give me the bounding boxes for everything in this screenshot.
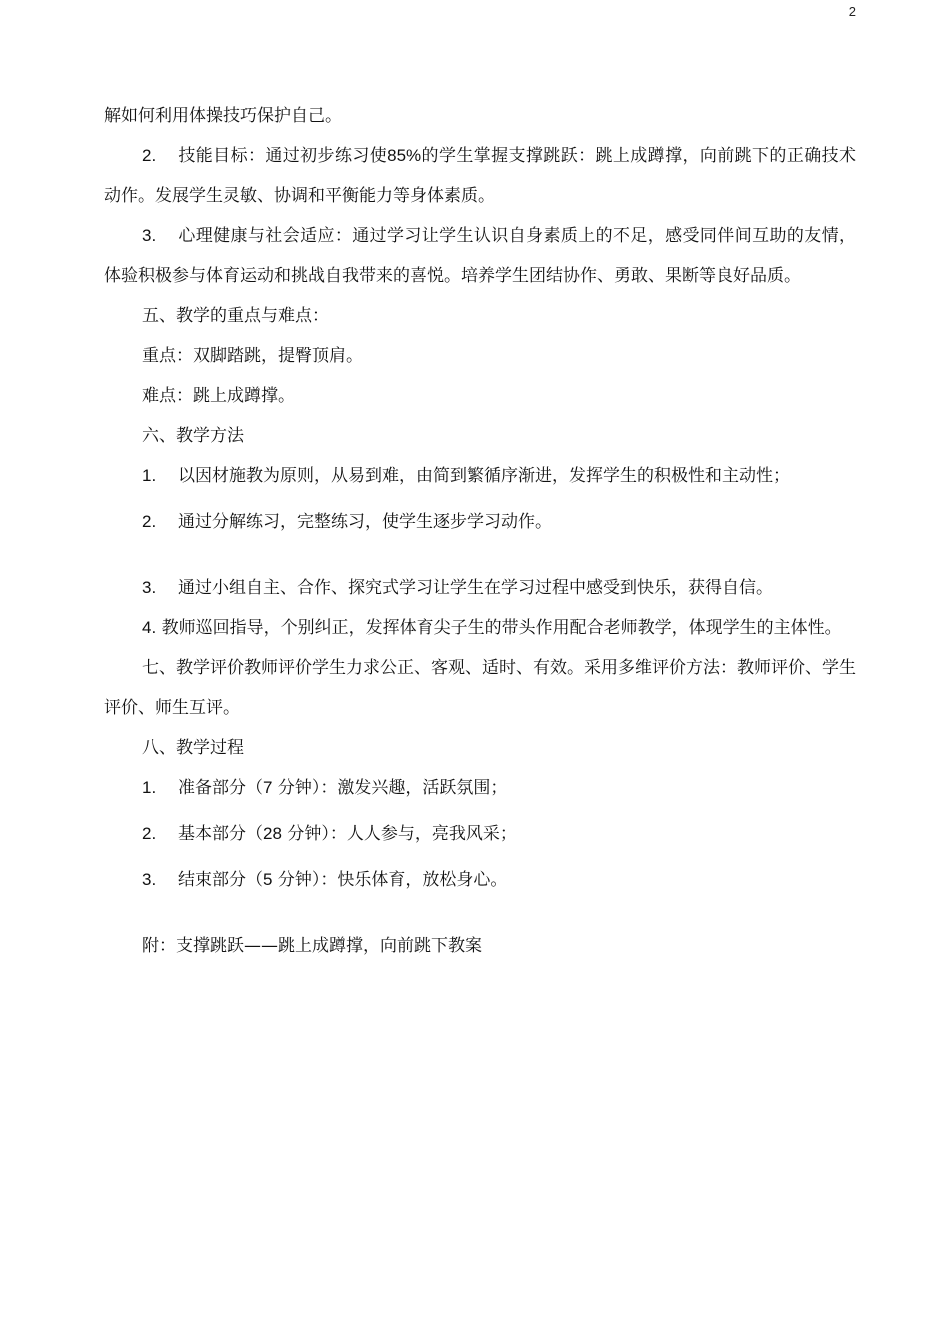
minutes-value: 7 [263,778,273,797]
list-number: 2. [142,824,157,843]
paragraph-continuation: 解如何利用体操技巧保护自己。 [104,106,342,126]
text-run: 技能目标：通过初步练习使 [178,146,388,166]
list-number: 2. [142,146,157,165]
minutes-value: 5 [263,870,273,889]
list-number: 3. [142,870,157,889]
section-heading-8: 八、教学过程 [142,738,244,758]
text-run: 准备部分（ [178,778,263,798]
process-step-2 [104,814,856,854]
process-step-1 [104,768,856,808]
list-number: 3. [142,226,157,245]
percent-value: 85% [387,146,422,165]
text-run: 分钟）：人人参与，亮我风采； [287,824,517,844]
text-run: 结束部分（ [178,870,263,890]
process-step-3 [104,860,856,900]
list-number: 4. [142,618,157,637]
list-number: 1. [142,466,157,485]
text-run: 心理健康与社会适应：通过学习让学生认识自身素质上的不足，感受同伴间互助的友情，体验积极参与体育运动和挑战自我带来的喜悦。培养学生团结协作、勇敢、果断等良好品质。 [104,226,856,286]
list-number: 1. [142,778,157,797]
appendix-line: 附：支撑跳跃——跳上成蹲撑，向前跳下教案 [142,936,482,956]
text-run: 通过小组自主、合作、探究式学习让学生在学习过程中感受到快乐，获得自信。 [178,578,773,598]
page-number: 2 [848,4,856,19]
method-item-2 [104,502,856,542]
psychology-goal-paragraph [104,216,856,296]
key-point: 重点：双脚踏跳，提臀顶肩。 [142,346,363,366]
minutes-value: 28 [263,824,282,843]
text-run: 以因材施教为原则，从易到难，由简到繁循序渐进，发挥学生的积极性和主动性； [178,466,790,486]
list-number: 2. [142,512,157,531]
method-item-3 [104,568,856,608]
text-run: 基本部分（ [178,824,263,844]
section-heading-5: 五、教学的重点与难点： [142,306,329,326]
text-run: 的学生掌握支撑跳跃：跳上成蹲撑，向前跳下的正确技术动作。发展学生灵敏、协调和平衡能力等身体素质。 [104,146,857,206]
difficult-point: 难点：跳上成蹲撑。 [142,386,295,406]
method-item-1 [104,456,856,496]
section-heading-6: 六、教学方法 [142,426,244,446]
section-7-paragraph: 七、教学评价教师评价学生力求公正、客观、适时、有效。采用多维评价方法：教师评价、学生评价、师生互评。 [104,658,856,718]
method-item-4 [104,608,856,648]
list-number: 3. [142,578,157,597]
text-run: 教师巡回指导，个别纠正，发挥体育尖子生的带头作用配合老师教学，体现学生的主体性。 [161,618,842,638]
text-run: 分钟）：快乐体育，放松身心。 [277,870,508,890]
text-run: 通过分解练习，完整练习，使学生逐步学习动作。 [178,512,552,532]
text-run: 分钟）：激发兴趣，活跃氛围； [277,778,508,798]
skill-goal-paragraph [104,136,856,216]
document-body [104,96,856,966]
